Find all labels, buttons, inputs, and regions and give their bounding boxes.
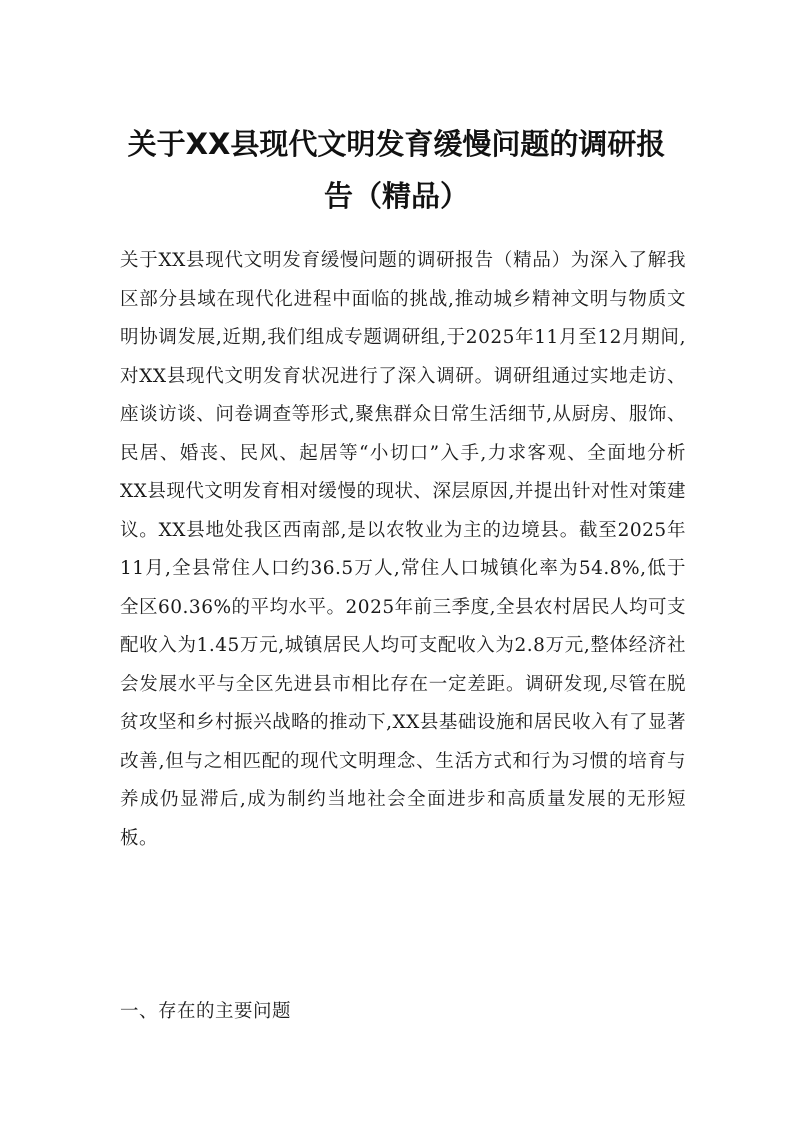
body-paragraph: 关于XX县现代文明发育缓慢问题的调研报告（精品）为深入了解我区部分县域在现代化进程中面临的挑战,推动城乡精神文明与物质文明协调发展,近期,我们组成专题调研组,于2025年11月至12月期间,对XX县现代文明发育状况进行了深入调研。调研组通过实地走访、座谈访谈、问卷调查等形式,聚焦群众日常生活细节,从厨房、服饰、民居、婚丧、民风、起居等“小切口”入手,力求客观、全面地分析XX县现代文明发育相对缓慢的现状、深层原因,并提出针对性对策建议。XX县地处我区西南部,是以农牧业为主的边境县。截至2025年11月,全县常住人口约36.5万人,常住人口城镇化率为54.8%,低于全区60.36%的平均水平。2025年前三季度,全县农村居民人均可支配收入为1.45万元,城镇居民人均可支配收入为2.8万元,整体经济社会发展水平与全区先进县市相比存在一定差距。调研发现,尽管在脱贫攻坚和乡村振兴战略的推动下,XX县基础设施和居民收入有了显著改善,但与之相匹配的现代文明理念、生活方式和行为习惯的培育与养成仍显滞后,成为制约当地社会全面进步和高质量发展的无形短板。 <box>120 250 687 849</box>
document-title-line-1: 关于XX县现代文明发育缓慢问题的调研报 <box>127 127 666 161</box>
document-title-line-2: 告（精品） <box>323 179 469 213</box>
document-title <box>100 118 693 222</box>
section-heading: 一、存在的主要问题 <box>120 1001 292 1022</box>
